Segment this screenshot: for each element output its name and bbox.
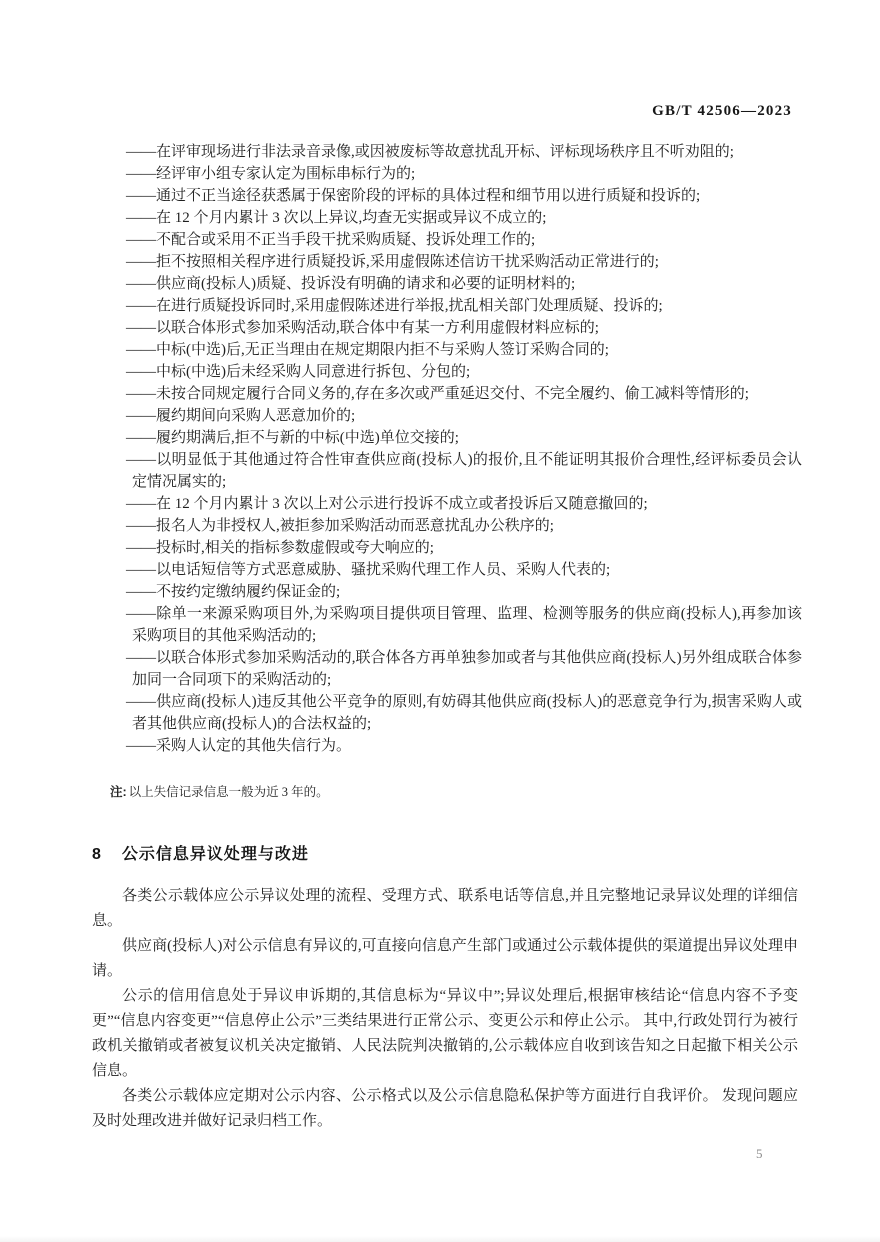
- list-item: ——拒不按照相关程序进行质疑投诉,采用虚假陈述信访干扰采购活动正常进行的;: [126, 254, 659, 270]
- standard-code: GB/T 42506—2023: [652, 103, 792, 119]
- list-item: ——履约期间向采购人恶意加价的;: [126, 408, 356, 424]
- discredit-record-list: [126, 141, 802, 757]
- paragraph: 供应商(投标人)对公示信息有异议的,可直接向信息产生部门或通过公示载体提供的渠道提出异议处理申请。: [92, 938, 798, 979]
- list-item: ——供应商(投标人)违反其他公平竞争的原则,有妨碍其他供应商(投标人)的恶意竞争行为,损害采购人或者其他供应商(投标人)的合法权益的;: [126, 694, 802, 732]
- list-item: ——采购人认定的其他失信行为。: [126, 738, 352, 754]
- paragraph: 公示的信用信息处于异议申诉期的,其信息标为“异议中”;异议处理后,根据审核结论“信息内容不予变更”“信息内容变更”“信息停止公示”三类结果进行正常公示、变更公示和停止公示。 其中,行政处罚行为被行政机关撤销或者被复议机关决定撤销、人民法院判决撤销的,公示载体应自收到该告知之日起撤下相关公示信息。: [92, 988, 798, 1079]
- paragraph: 各类公示载体应公示异议处理的流程、受理方式、联系电话等信息,并且完整地记录异议处理的详细信息。: [92, 888, 798, 929]
- list-item: ——以联合体形式参加采购活动的,联合体各方再单独参加或者与其他供应商(投标人)另外组成联合体参加同一合同项下的采购活动的;: [126, 650, 802, 688]
- list-item: ——不配合或采用不正当手段干扰采购质疑、投诉处理工作的;: [126, 232, 536, 248]
- scan-edge-shading: [0, 1236, 880, 1242]
- section-heading: [92, 841, 309, 864]
- list-item: ——中标(中选)后,无正当理由在规定期限内拒不与采购人签订采购合同的;: [126, 342, 609, 358]
- note-label: 注:: [110, 785, 127, 799]
- section-paragraphs: [92, 884, 798, 1134]
- list-item: ——以联合体形式参加采购活动,联合体中有某一方利用虚假材料应标的;: [126, 320, 599, 336]
- list-item: ——中标(中选)后未经采购人同意进行拆包、分包的;: [126, 364, 471, 380]
- note-text: 以上失信记录信息一般为近 3 年的。: [128, 785, 329, 799]
- list-item: ——在 12 个月内累计 3 次以上对公示进行投诉不成立或者投诉后又随意撤回的;: [126, 496, 648, 512]
- list-item: ——在 12 个月内累计 3 次以上异议,均查无实据或异议不成立的;: [126, 210, 547, 226]
- list-item: ——以电话短信等方式恶意威胁、骚扰采购代理工作人员、采购人代表的;: [126, 562, 611, 578]
- list-item: ——报名人为非授权人,被拒参加采购活动而恶意扰乱办公秩序的;: [126, 518, 554, 534]
- list-item: ——供应商(投标人)质疑、投诉没有明确的请求和必要的证明材料的;: [126, 276, 576, 292]
- list-item: ——在评审现场进行非法录音录像,或因被废标等故意扰乱开标、评标现场秩序且不听劝阻的;: [126, 144, 734, 160]
- list-item: ——以明显低于其他通过符合性审查供应商(投标人)的报价,且不能证明其报价合理性,经评标委员会认定情况属实的;: [126, 452, 802, 490]
- section-title: 公示信息异议处理与改进: [121, 846, 309, 863]
- list-item: ——在进行质疑投诉同时,采用虚假陈述进行举报,扰乱相关部门处理质疑、投诉的;: [126, 298, 663, 314]
- list-item: ——经评审小组专家认定为围标串标行为的;: [126, 166, 416, 182]
- list-item: ——履约期满后,拒不与新的中标(中选)单位交接的;: [126, 430, 459, 446]
- list-item: ——通过不正当途径获悉属于保密阶段的评标的具体过程和细节用以进行质疑和投诉的;: [126, 188, 701, 204]
- list-item: ——不按约定缴纳履约保证金的;: [126, 584, 341, 600]
- list-note: [110, 783, 800, 801]
- list-item: ——投标时,相关的指标参数虚假或夸大响应的;: [126, 540, 434, 556]
- list-item: ——除单一来源采购项目外,为采购项目提供项目管理、监理、检测等服务的供应商(投标人),再参加该采购项目的其他采购活动的;: [126, 606, 802, 644]
- list-item: ——未按合同规定履行合同义务的,存在多次或严重延迟交付、不完全履约、偷工减料等情形的;: [126, 386, 749, 402]
- section-number: 8: [92, 846, 102, 863]
- paragraph: 各类公示载体应定期对公示内容、公示格式以及公示信息隐私保护等方面进行自我评价。 发现问题应及时处理改进并做好记录归档工作。: [92, 1088, 798, 1129]
- page-number: 5: [756, 1146, 763, 1161]
